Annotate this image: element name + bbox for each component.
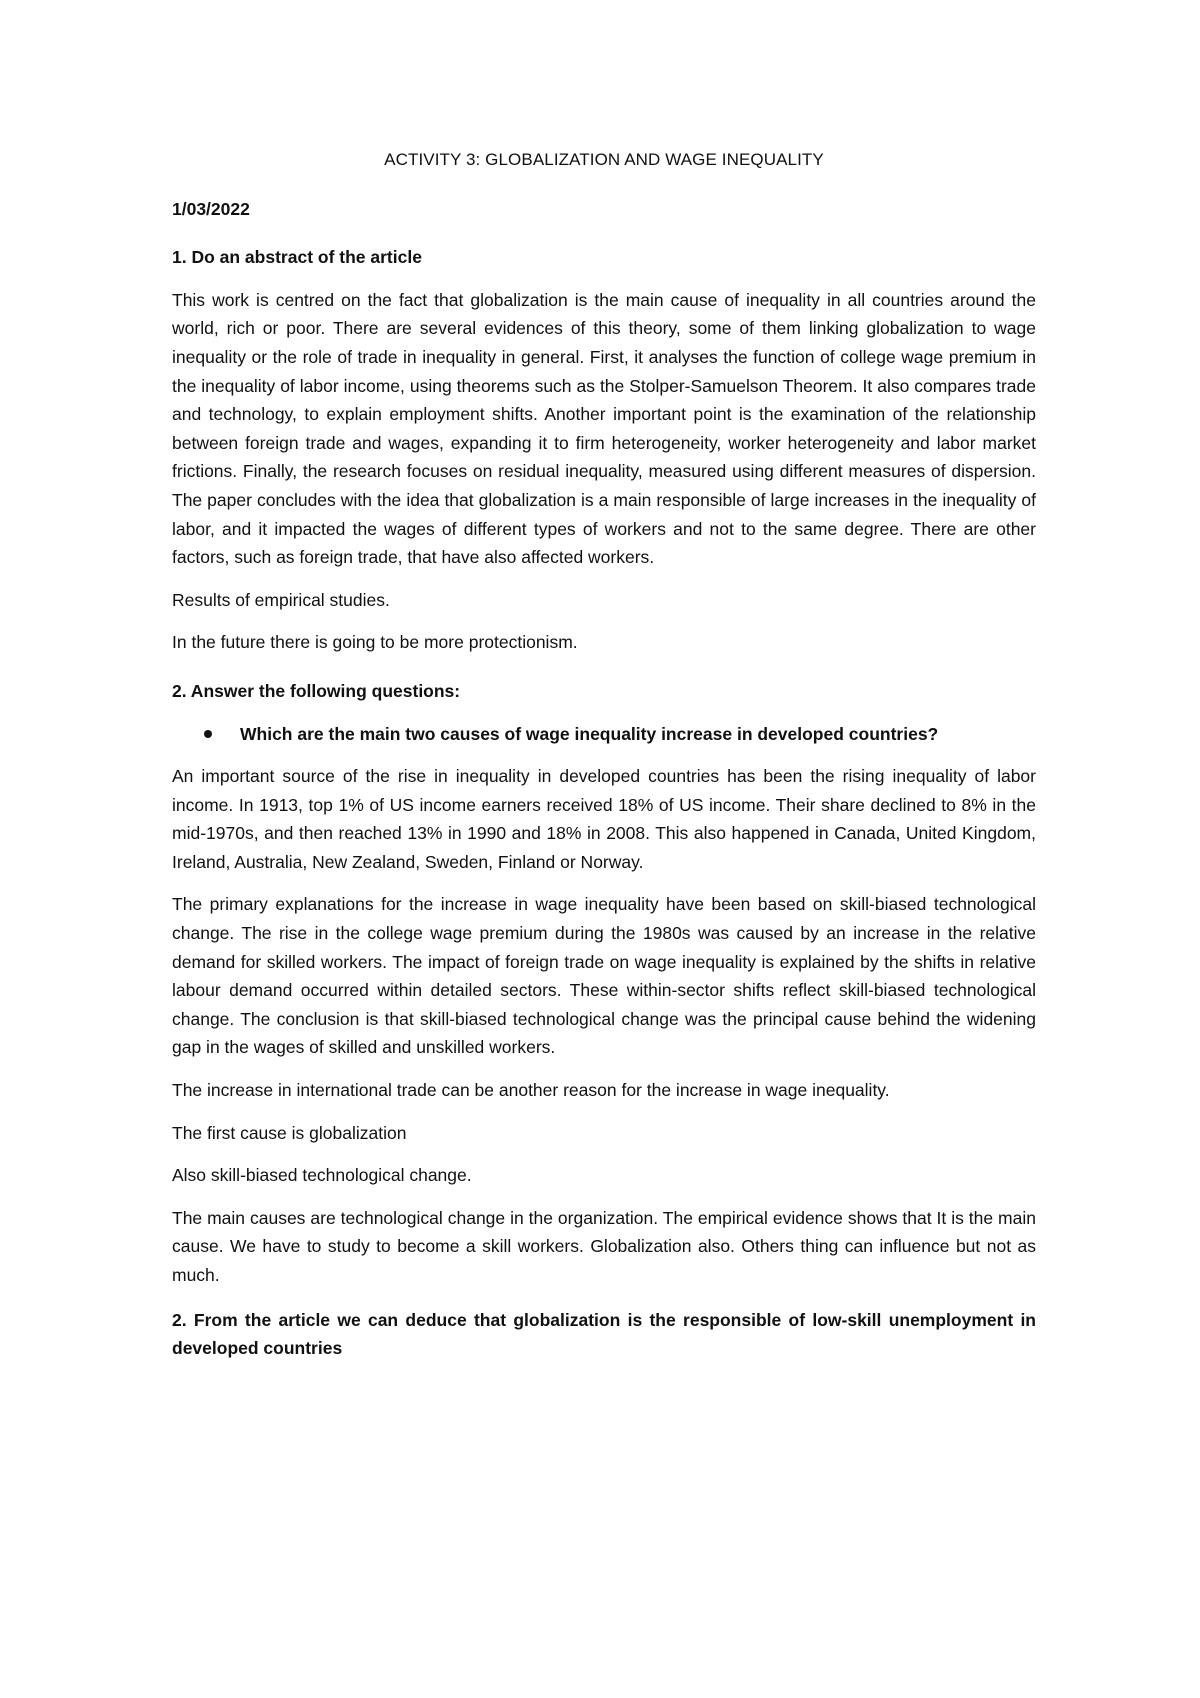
document-title: ACTIVITY 3: GLOBALIZATION AND WAGE INEQUALITY xyxy=(384,150,824,169)
answer-paragraph-3: The increase in international trade can be another reason for the increase in wage inequality. xyxy=(172,1080,890,1101)
answer-paragraph-2: The primary explanations for the increase in wage inequality have been based on skill-biased technological change. The rise in the college wage premium during the 1980s was caused by an increase in the relative demand for skilled workers. The impact of foreign trade on wage inequality is explained by the shifts in relative labour demand occurred within detailed sectors. These within-sector shifts reflect skill-biased technological change. The conclusion is that skill-biased technological change was the principal cause behind the widening gap in the wages of skilled and unskilled workers. xyxy=(172,894,1036,1058)
answer-paragraph-4: The first cause is globalization xyxy=(172,1122,407,1143)
note-paragraph-1: Results of empirical studies. xyxy=(172,589,390,610)
abstract-paragraph: This work is centred on the fact that globalization is the main cause of inequality in all countries around the world, rich or poor. There are several evidences of this theory, some of them linking globalization to wage inequality or the role of trade in inequality in general. First, it analyses the function of college wage premium in the inequality of labor income, using theorems such as the Stolper-Samuelson Theorem. It also compares trade and technology, to explain employment shifts. Another important point is the examination of the relationship between foreign trade and wages, expanding it to firm heterogeneity, worker heterogeneity and labor market frictions. Finally, the research focuses on residual inequality, measured using different measures of dispersion. The paper concludes with the idea that globalization is a main responsible of large increases in the inequality of labor, and it impacted the wages of different types of workers and not to the same degree. There are other factors, such as foreign trade, that have also affected workers. xyxy=(172,289,1036,568)
note-paragraph-2: In the future there is going to be more protectionism. xyxy=(172,632,578,653)
question-1-item xyxy=(204,720,1036,749)
question-1-text: Which are the main two causes of wage inequality increase in developed countries? xyxy=(240,723,939,744)
answer-paragraph-6: The main causes are technological change in the organization. The empirical evidence shows that It is the main cause. We have to study to become a skill workers. Globalization also. Others thing can influence but not as much. xyxy=(172,1207,1036,1285)
answer-paragraph-1: An important source of the rise in inequality in developed countries has been the rising inequality of labor income. In 1913, top 1% of US income earners received 18% of US income. Their share declined to 8% in the mid-1970s, and then reached 13% in 1990 and 18% in 2008. This also happened in Canada, United Kingdom, Ireland, Australia, New Zealand, Sweden, Finland or Norway. xyxy=(172,766,1036,872)
section-2-heading: 2. Answer the following questions: xyxy=(172,680,461,701)
section-1-heading: 1. Do an abstract of the article xyxy=(172,247,422,268)
document-date: 1/03/2022 xyxy=(172,198,250,219)
question-2-heading: 2. From the article we can deduce that globalization is the responsible of low-skill unemployment in developed countries xyxy=(172,1309,1036,1359)
answer-paragraph-5: Also skill-biased technological change. xyxy=(172,1165,472,1186)
bullet-icon xyxy=(204,730,212,738)
document-page xyxy=(172,134,1036,1363)
